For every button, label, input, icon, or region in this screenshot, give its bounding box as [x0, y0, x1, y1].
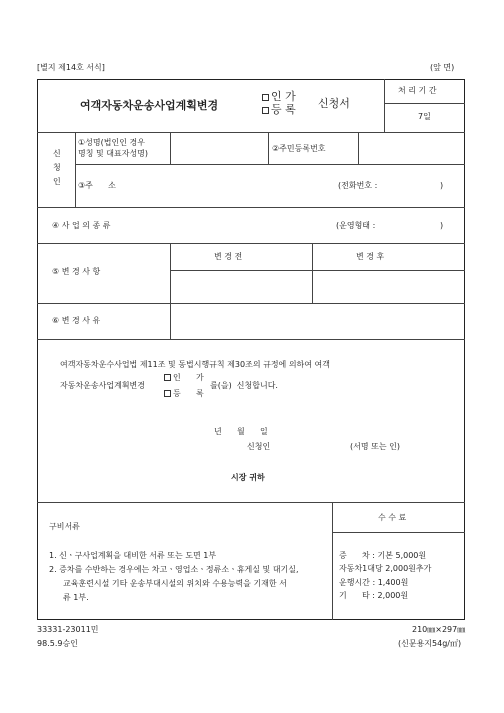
before-change-field[interactable] [171, 272, 311, 302]
application-date: 년 월 일 [214, 427, 268, 436]
paper-type: (신문용지54g/㎡) [398, 639, 462, 648]
document-item-2-line3: 류 1부. [63, 593, 89, 602]
statement-option-approval: 인 가 [164, 374, 204, 382]
checkbox-icon[interactable] [164, 390, 171, 397]
name-label-line2: 명칭 및 대표자성명) [78, 149, 149, 158]
statement-line1: 여객자동차운수사업법 제11조 및 동법시행규칙 제30조의 규정에 의하여 여객 [60, 360, 330, 369]
name-label-line1: ①성명(법인인 경우 [78, 138, 145, 147]
checkbox-icon[interactable] [262, 107, 269, 114]
document-item-1: 1. 신ㆍ구사업계획을 대비한 서류 또는 도면 1부 [49, 551, 217, 560]
checkbox-icon[interactable] [164, 374, 171, 381]
applicant-group-label-3: 인 [53, 177, 61, 186]
document-item-2-line2: 교육훈련시설 기타 운송부대시설의 위치와 수용능력을 기재한 서 [63, 579, 287, 588]
change-reason-label: ⑥ 변 경 사 유 [52, 316, 101, 325]
fee-line-2: 자동차1대당 2,000원추가 [339, 564, 432, 573]
change-reason-field[interactable] [171, 305, 464, 338]
phone-label: (전화번호 : [338, 181, 378, 190]
business-type-label: ④ 사 업 의 종 류 [52, 221, 111, 230]
form-code: 33331-23011민 [37, 625, 99, 634]
page-side: (앞 면) [430, 63, 455, 72]
applicant-signature-label: 신청인 [247, 442, 271, 451]
after-change-field[interactable] [313, 272, 464, 302]
title-option-registration: 등 록 [262, 104, 296, 115]
business-type-field[interactable] [171, 209, 331, 241]
fee-line-3: 운행시간 : 1,400원 [339, 578, 409, 587]
address-field[interactable] [130, 170, 330, 202]
operation-form-label: (운영형태 : [336, 221, 376, 230]
regno-label: ②주민등록번호 [272, 144, 326, 153]
statement-prefix: 자동차운송사업계획변경 [60, 381, 146, 390]
fee-line-4: 기 타 : 2,000원 [339, 591, 409, 600]
applicant-group-label-1: 신 [53, 149, 61, 158]
after-change-header: 변 경 후 [356, 252, 385, 261]
change-items-label: ⑤ 변 경 사 항 [52, 267, 101, 276]
addressee: 시장 귀하 [231, 473, 265, 482]
applicant-group-label-2: 청 [53, 163, 61, 172]
phone-close: ) [440, 181, 444, 190]
required-documents-label: 구비서류 [49, 522, 80, 531]
address-label: ③주 소 [78, 181, 116, 190]
form-title: 여객자동차운송사업계획변경 [80, 99, 219, 112]
processing-period-value: 7일 [418, 112, 431, 121]
form-number: [별지 제14호 서식] [37, 63, 105, 72]
statement-suffix: 를(을) 신청합니다. [210, 381, 278, 390]
checkbox-icon[interactable] [262, 94, 269, 101]
fee-line-1: 증 차 : 기본 5,000원 [339, 551, 427, 560]
operation-form-close: ) [440, 221, 444, 230]
paper-size: 210㎜×297㎜ [412, 625, 466, 634]
processing-period-label: 처 리 기 간 [398, 86, 437, 95]
approval-date: 98.5.9승인 [37, 639, 78, 648]
title-suffix: 신청서 [318, 97, 350, 110]
statement-option-registration: 등 록 [164, 390, 204, 398]
before-change-header: 변 경 전 [214, 252, 243, 261]
regno-field[interactable] [359, 133, 464, 163]
document-item-2-line1: 2. 증차를 수반하는 경우에는 차고ㆍ영업소ㆍ정류소ㆍ휴게실 및 대기실, [49, 565, 299, 574]
signature-note: (서명 또는 인) [350, 442, 400, 451]
fee-label: 수 수 료 [378, 513, 407, 522]
name-field[interactable] [171, 133, 267, 163]
title-option-approval: 인 가 [262, 91, 296, 102]
